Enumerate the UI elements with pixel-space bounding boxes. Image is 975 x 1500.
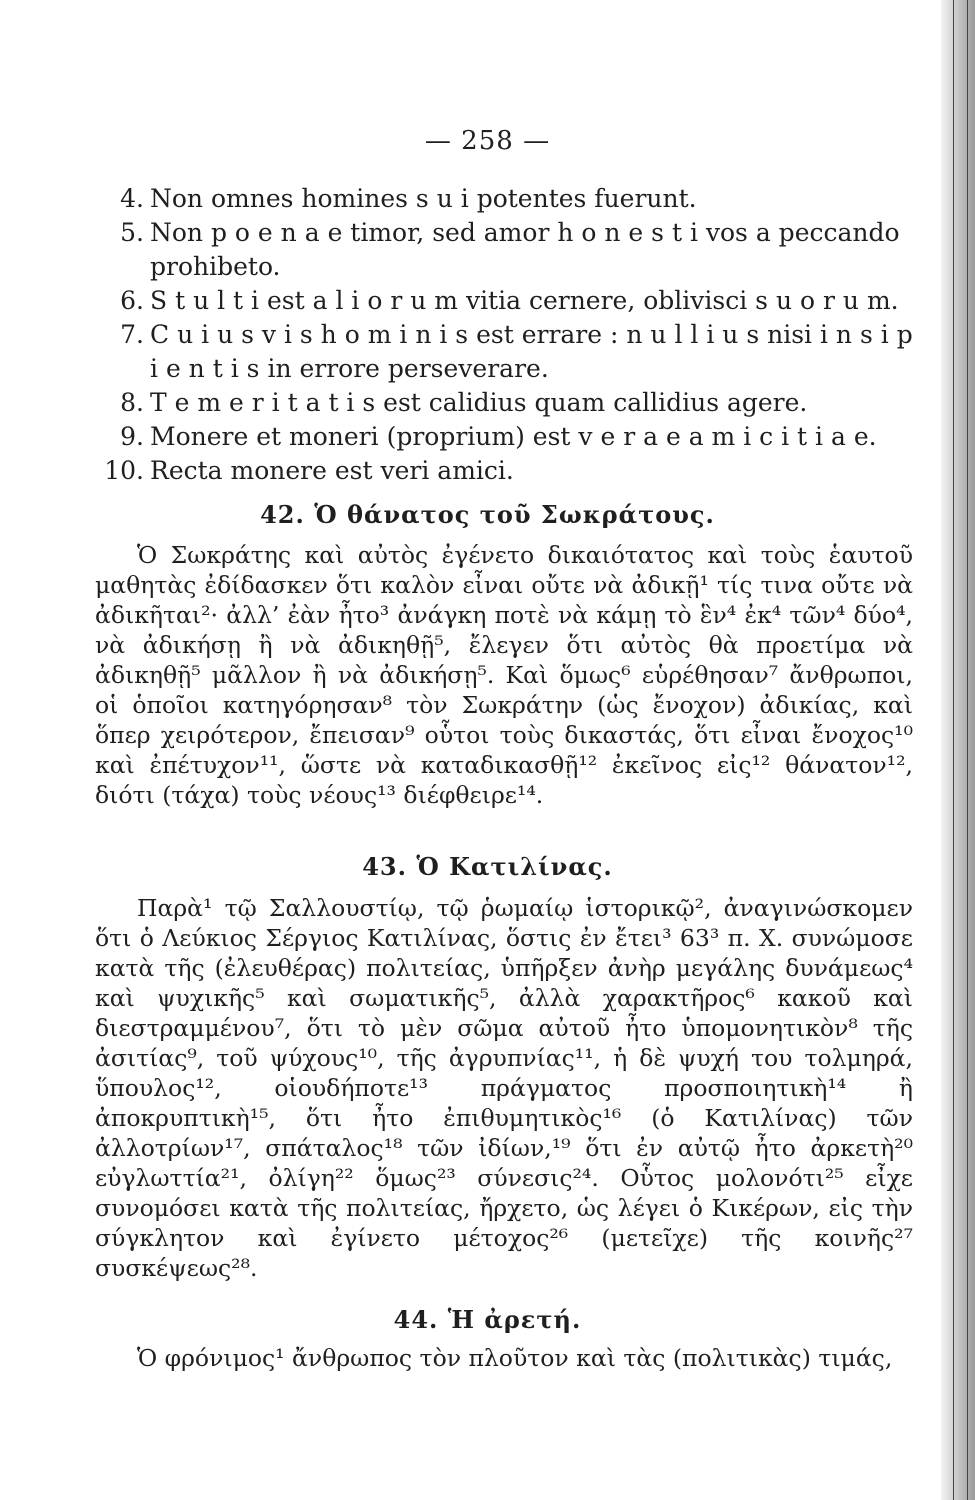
- page-edge: [941, 0, 975, 1500]
- latin-item: [100, 454, 915, 488]
- item-number: 8.: [120, 388, 144, 417]
- section-body: [95, 1343, 913, 1373]
- section-heading: 43. Ὁ Κατιλίνας.: [362, 852, 613, 881]
- section-heading: 42. Ὁ θάνατος τοῦ Σωκράτους.: [260, 500, 715, 529]
- latin-exercise-list: [100, 182, 915, 488]
- item-number: 7.: [120, 320, 144, 349]
- page-edge-line: [953, 0, 954, 1500]
- item-text: Non omnes homines s u i potentes fuerunt.: [150, 184, 697, 213]
- item-text: Non p o e n a e timor, sed amor h o n e s t i vos a peccando prohibeto.: [150, 218, 900, 281]
- section-paragraph: Ὁ φρόνιμος¹ ἄνθρωπος τὸν πλοῦτον καὶ τὰς (πολιτικὰς) τιμάς,: [137, 1344, 893, 1372]
- item-number: 4.: [120, 184, 144, 213]
- latin-item: [100, 420, 915, 454]
- item-text: T e m e r i t a t i s est calidius quam callidius agere.: [150, 388, 808, 417]
- item-number: 10.: [104, 456, 144, 485]
- latin-item: [100, 216, 915, 284]
- item-number: 9.: [120, 422, 144, 451]
- item-number: 5.: [120, 218, 144, 247]
- section-heading: 44. Ἡ ἀρετή.: [393, 1305, 582, 1334]
- section-body: [95, 540, 913, 810]
- page-number: — 258 —: [424, 126, 551, 156]
- item-text: C u i u s v i s h o m i n i s est errare : n u l l i u s nisi i n s i p i e n t i s in errore perseverare.: [150, 320, 913, 383]
- latin-item: [100, 182, 915, 216]
- latin-item: [100, 318, 915, 386]
- item-text: Monere et moneri (proprium) est v e r a e a m i c i t i a e.: [150, 422, 877, 451]
- section-paragraph: Ὁ Σωκράτης καὶ αὐτὸς ἐγένετο δικαιότατος καὶ τοὺς ἑαυτοῦ μαθητὰς ἐδίδασκεν ὅτι καλὸν εἶναι οὔτε νὰ ἀδικῇ¹ τίς τινα οὔτε νὰ ἀδικῆται²· ἀλλ’ ἐὰν ἦτο³ ἀνάγκη ποτὲ νὰ κάμῃ τὸ ἓν⁴ ἐκ⁴ τῶν⁴ δύο⁴, νὰ ἀδικήσῃ ἢ νὰ ἀδικηθῇ⁵, ἔλεγεν ὅτι αὐτὸς θὰ προετίμα νὰ ἀδικηθῇ⁵ μᾶλλον ἢ νὰ ἀδικήσῃ⁵. Καὶ ὅμως⁶ εὑρέθησαν⁷ ἄνθρωποι, οἱ ὁποῖοι κατηγόρησαν⁸ τὸν Σωκράτην (ὡς ἔνοχον) ἀδικίας, καὶ ὅπερ χειρότερον, ἔπεισαν⁹ οὗτοι τοὺς δικαστάς, ὅτι εἶναι ἔνοχος¹⁰ καὶ ἐπέτυχον¹¹, ὥστε νὰ καταδικασθῇ¹² ἐκεῖνος εἰς¹² θάνατον¹², διότι (τάχα) τοὺς νέους¹³ διέφθειρε¹⁴.: [95, 541, 913, 809]
- latin-item: [100, 386, 915, 420]
- item-text: S t u l t i est a l i o r u m vitia cernere, oblivisci s u o r u m.: [150, 286, 899, 315]
- latin-item: [100, 284, 915, 318]
- section-paragraph: Παρὰ¹ τῷ Σαλλουστίῳ, τῷ ῥωμαίῳ ἱστορικῷ², ἀναγινώσκομεν ὅτι ὁ Λεύκιος Σέργιος Κατιλίνας, ὅστις ἐν ἔτει³ 63³ π. Χ. συνώμοσε κατὰ τῆς (ἐλευθέρας) πολιτείας, ὑπῆρξεν ἀνὴρ μεγάλης δυνάμεως⁴ καὶ ψυχικῆς⁵ καὶ σωματικῆς⁵, ἀλλὰ χαρακτῆρος⁶ κακοῦ καὶ διεστραμμένου⁷, ὅτι τὸ μὲν σῶμα αὐτοῦ ἦτο ὑπομονητικὸν⁸ τῆς ἀσιτίας⁹, τοῦ ψύχους¹⁰, τῆς ἀγρυπνίας¹¹, ἡ δὲ ψυχή του τολμηρά, ὕπουλος¹², οἱουδήποτε¹³ πράγματος προσποιητικὴ¹⁴ ἢ ἀποκρυπτικὴ¹⁵, ὅτι ἦτο ἐπιθυμητικὸς¹⁶ (ὁ Κατιλίνας) τῶν ἀλλοτρίων¹⁷, σπάταλος¹⁸ τῶν ἰδίων,¹⁹ ὅτι ἐν αὐτῷ ἦτο ἀρκετὴ²⁰ εὐγλωττία²¹, ὀλίγη²² ὅμως²³ σύνεσις²⁴. Οὗτος μολονότι²⁵ εἶχε συνομόσει κατὰ τῆς πολιτείας, ἤρχετο, ὡς λέγει ὁ Κικέρων, εἰς τὴν σύγκλητον καὶ ἐγίνετο μέτοχος²⁶ (μετεῖχε) τῆς κοινῆς²⁷ συσκέψεως²⁸.: [95, 894, 913, 1282]
- item-number: 6.: [120, 286, 144, 315]
- section-body: [95, 893, 913, 1283]
- item-text: Recta monere est veri amici.: [150, 456, 514, 485]
- page-edge-line: [967, 0, 968, 1500]
